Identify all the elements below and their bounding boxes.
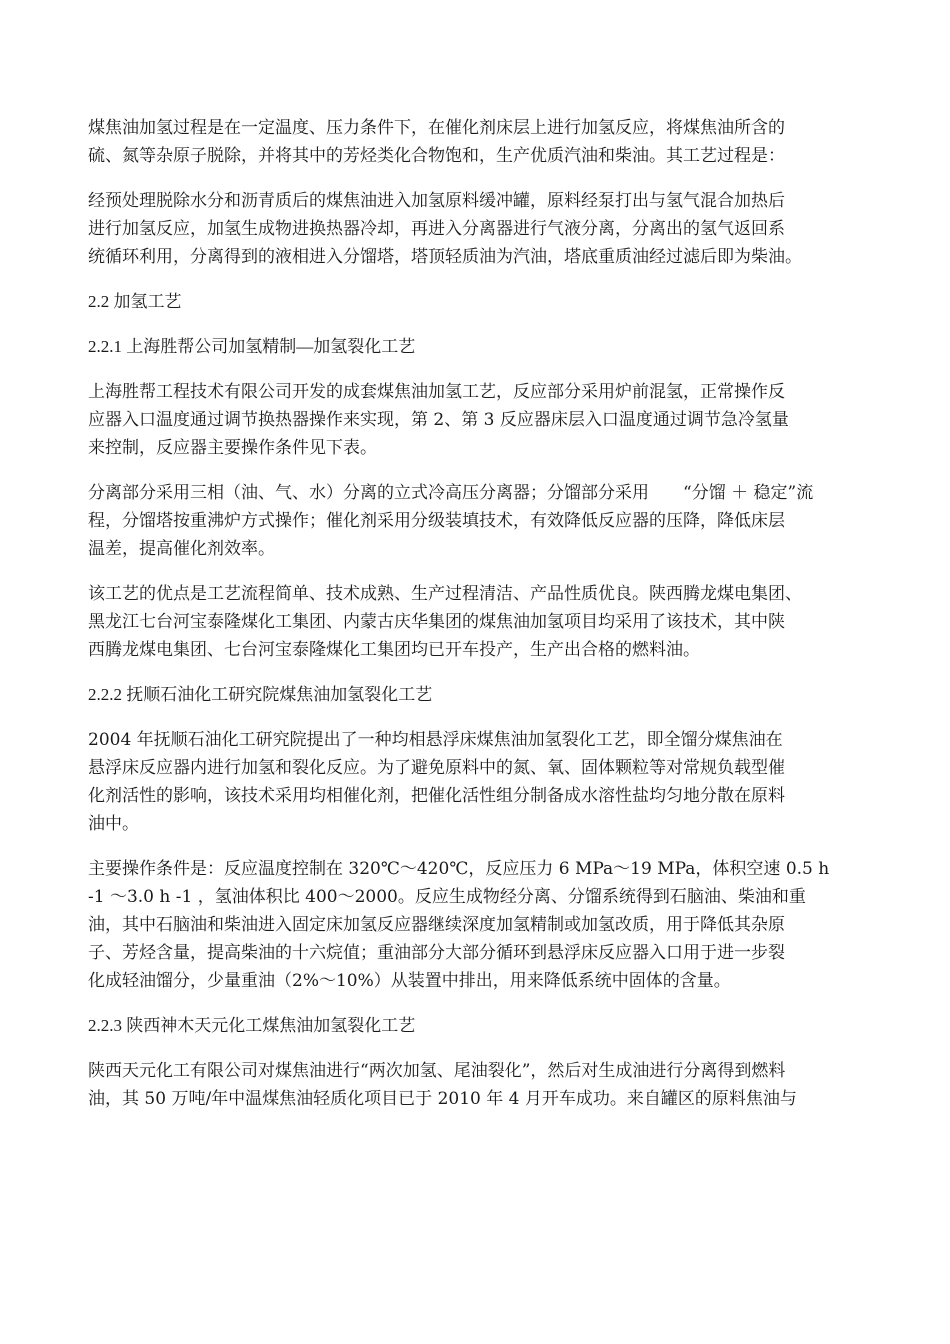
body-paragraph <box>88 855 866 995</box>
body-paragraph <box>88 378 866 462</box>
text-line: 子、芳烃含量，提高柴油的十六烷值；重油部分大部分循环到悬浮床反应器入口用于进一步裂 <box>88 943 785 963</box>
body-paragraph <box>88 1057 866 1113</box>
text-line: 油，其中石脑油和柴油进入固定床加氢反应器继续深度加氢精制或加氢改质，用于降低其杂原 <box>88 915 785 935</box>
text-line: 油中。 <box>88 814 139 834</box>
document-page <box>88 114 866 1130</box>
text-line: 2.2.2 抚顺石油化工研究院煤焦油加氢裂化工艺 <box>88 685 433 704</box>
text-line: 油，其 50 万吨/年中温煤焦油轻质化项目已于 2010 年 4 月开车成功。来自罐区的原料焦油与 <box>88 1089 797 1109</box>
text-line: 分离部分采用三相（油、气、水）分离的立式冷高压分离器；分馏部分采用 “分馏 ＋ 稳定”流 <box>88 483 814 503</box>
text-line: 2.2.3 陕西神木天元化工煤焦油加氢裂化工艺 <box>88 1016 416 1035</box>
text-line: 统循环利用，分离得到的液相进入分馏塔，塔顶轻质油为汽油，塔底重质油经过滤后即为柴油。 <box>88 247 802 267</box>
text-line: 悬浮床反应器内进行加氢和裂化反应。为了避免原料中的氮、氧、固体颗粒等对常规负载型催 <box>88 758 785 778</box>
text-line: 应器入口温度通过调节换热器操作来实现，第 2、第 3 反应器床层入口温度通过调节急冷氢量 <box>88 410 789 430</box>
text-line: 进行加氢反应，加氢生成物进换热器冷却，再进入分离器进行气液分离，分离出的氢气返回系 <box>88 219 785 239</box>
text-line: 温差，提高催化剂效率。 <box>88 539 275 559</box>
body-paragraph <box>88 479 866 563</box>
text-line: 化剂活性的影响，该技术采用均相催化剂，把催化活性组分制备成水溶性盐均匀地分散在原料 <box>88 786 785 806</box>
text-line: 化成轻油馏分，少量重油（2%～10%）从装置中排出，用来降低系统中固体的含量。 <box>88 971 731 991</box>
text-line: 黑龙江七台河宝泰隆煤化工集团、内蒙古庆华集团的煤焦油加氢项目均采用了该技术，其中陕 <box>88 612 785 632</box>
text-line: 来控制，反应器主要操作条件见下表。 <box>88 438 377 458</box>
section-heading <box>88 288 866 316</box>
body-paragraph <box>88 114 866 170</box>
text-line: 2.2.1 上海胜帮公司加氢精制—加氢裂化工艺 <box>88 337 416 356</box>
text-line: 主要操作条件是：反应温度控制在 320℃～420℃，反应压力 6 MPa～19 MPa，体积空速 0.5 h <box>88 859 830 879</box>
text-line: 陕西天元化工有限公司对煤焦油进行“两次加氢、尾油裂化”，然后对生成油进行分离得到燃料 <box>88 1061 786 1081</box>
text-line: 经预处理脱除水分和沥青质后的煤焦油进入加氢原料缓冲罐，原料经泵打出与氢气混合加热后 <box>88 191 785 211</box>
text-line: 西腾龙煤电集团、七台河宝泰隆煤化工集团均已开车投产，生产出合格的燃料油。 <box>88 640 700 660</box>
body-paragraph <box>88 726 866 838</box>
section-heading <box>88 681 866 709</box>
section-heading <box>88 1012 866 1040</box>
text-line: 硫、氮等杂原子脱除，并将其中的芳烃类化合物饱和，生产优质汽油和柴油。其工艺过程是： <box>88 146 785 166</box>
text-line: 2004 年抚顺石油化工研究院提出了一种均相悬浮床煤焦油加氢裂化工艺，即全馏分煤焦油在 <box>88 730 783 750</box>
body-paragraph <box>88 187 866 271</box>
text-line: -1 ～3.0 h -1 ，氢油体积比 400～2000。反应生成物经分离、分馏系统得到石脑油、柴油和重 <box>88 887 806 907</box>
text-line: 上海胜帮工程技术有限公司开发的成套煤焦油加氢工艺，反应部分采用炉前混氢，正常操作反 <box>88 382 785 402</box>
text-line: 2.2 加氢工艺 <box>88 292 182 311</box>
text-line: 煤焦油加氢过程是在一定温度、压力条件下，在催化剂床层上进行加氢反应，将煤焦油所含的 <box>88 118 785 138</box>
section-heading <box>88 333 866 361</box>
body-paragraph <box>88 580 866 664</box>
text-line: 该工艺的优点是工艺流程简单、技术成熟、生产过程清洁、产品性质优良。陕西腾龙煤电集团、 <box>88 584 802 604</box>
text-line: 程，分馏塔按重沸炉方式操作；催化剂采用分级装填技术，有效降低反应器的压降，降低床层 <box>88 511 785 531</box>
